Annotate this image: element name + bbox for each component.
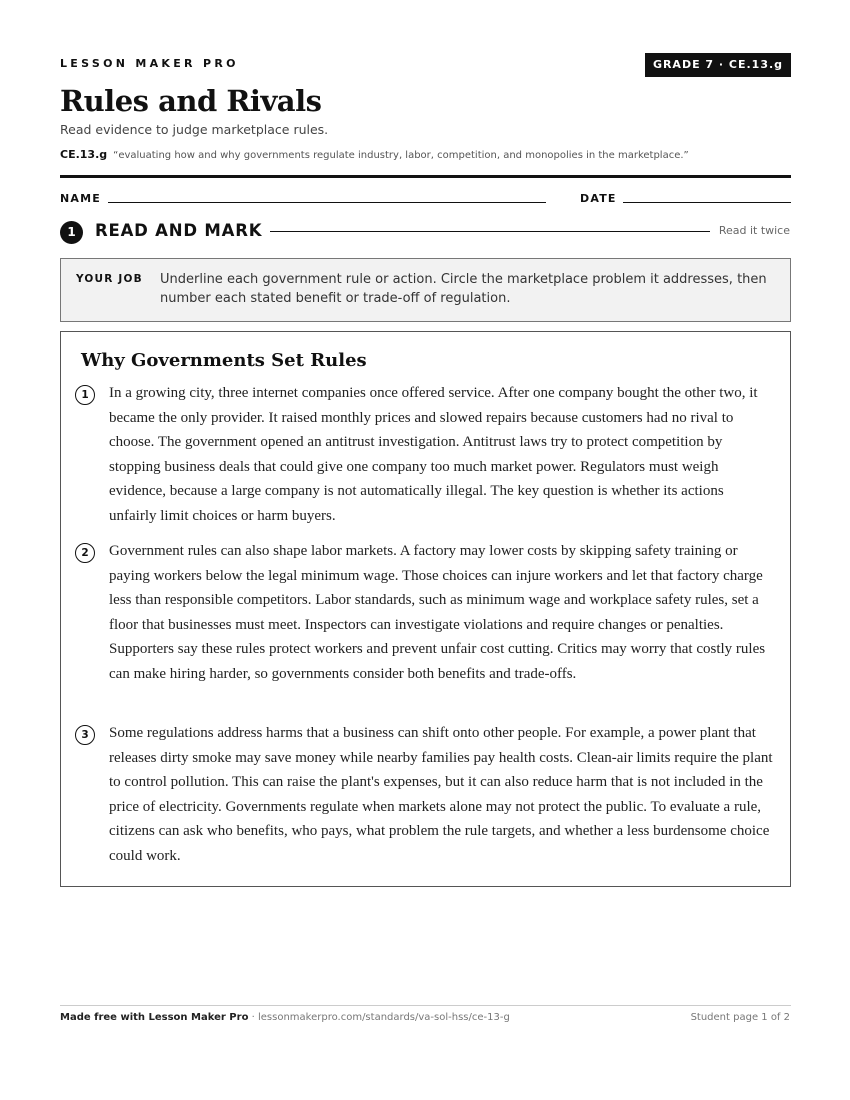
paragraph-number-1: 1 — [75, 385, 95, 405]
footer-page-number: Student page 1 of 2 — [690, 1012, 790, 1023]
date-field-line[interactable] — [623, 202, 791, 203]
job-label: YOUR JOB — [76, 273, 143, 285]
standard-code: CE.13.g — [60, 148, 108, 161]
section-number-badge: 1 — [60, 221, 83, 244]
reading-title: Why Governments Set Rules — [81, 350, 367, 371]
paragraph-number-3: 3 — [75, 725, 95, 745]
footer-credit — [60, 1012, 510, 1023]
job-instructions-box — [60, 258, 791, 322]
section-divider — [270, 231, 710, 232]
reading-passage-box — [60, 331, 791, 887]
brand-name: LESSON MAKER PRO — [60, 57, 239, 70]
footer-url[interactable]: · lessonmakerpro.com/standards/va-sol-hss/ce-13-g — [248, 1012, 510, 1023]
section-title: READ AND MARK — [95, 221, 263, 240]
header-divider — [60, 175, 791, 178]
paragraph-number-2: 2 — [75, 543, 95, 563]
paragraph-3: Some regulations address harms that a business can shift onto other people. For example, a power plant that releases dirty smoke may save money while nearby families pay health costs. Clean-air limits require the plant to control pollution. This can raise the plant's expenses, but it can also reduce harm that is not included in the price of electricity. Governments regulate when markets alone may not protect the public. To evaluate a rule, citizens can ask who benefits, who pays, what problem the rule targets, and whether a less burdensome choice could work. — [109, 725, 773, 864]
name-label: NAME — [60, 192, 101, 205]
page-subtitle: Read evidence to judge marketplace rules. — [60, 122, 329, 137]
page-title: Rules and Rivals — [60, 84, 322, 118]
footer-divider — [60, 1005, 791, 1006]
section-note: Read it twice — [718, 224, 790, 237]
footer-made-with: Made free with Lesson Maker Pro — [60, 1012, 249, 1023]
grade-badge: GRADE 7 · CE.13.g — [645, 53, 791, 77]
paragraph-1: In a growing city, three internet companies once offered service. After one company bought the other two, it became the only provider. It raised monthly prices and slowed repairs because customers had no rival to choose. The government opened an antitrust investigation. Antitrust laws try to protect competition by stopping business deals that could give one company too much market power. Regulators must weigh evidence, because a large company is not automatically illegal. The key question is whether its actions unfairly limit choices or harm buyers. — [109, 385, 758, 524]
standard-line — [60, 148, 689, 161]
name-field-line[interactable] — [108, 202, 546, 203]
paragraph-2: Government rules can also shape labor markets. A factory may lower costs by skipping safety training or paying workers below the legal minimum wage. Those choices can injure workers and let that factory charge less than responsible competitors. Labor standards, such as minimum wage and workplace safety rules, set a floor that businesses must meet. Inspectors can investigate violations and require changes or penalties. Supporters say these rules protect workers and prevent unfair cost cutting. Critics may worry that costly rules can make hiring harder, so governments consider both benefits and trade-offs. — [109, 543, 766, 682]
standard-text: “evaluating how and why governments regulate industry, labor, competition, and monopolies in the marketplace.” — [113, 150, 689, 161]
date-label: DATE — [580, 192, 617, 205]
job-text: Underline each government rule or action. Circle the marketplace problem it addresses, then number each stated benefit or trade-off of regulation. — [160, 272, 767, 306]
